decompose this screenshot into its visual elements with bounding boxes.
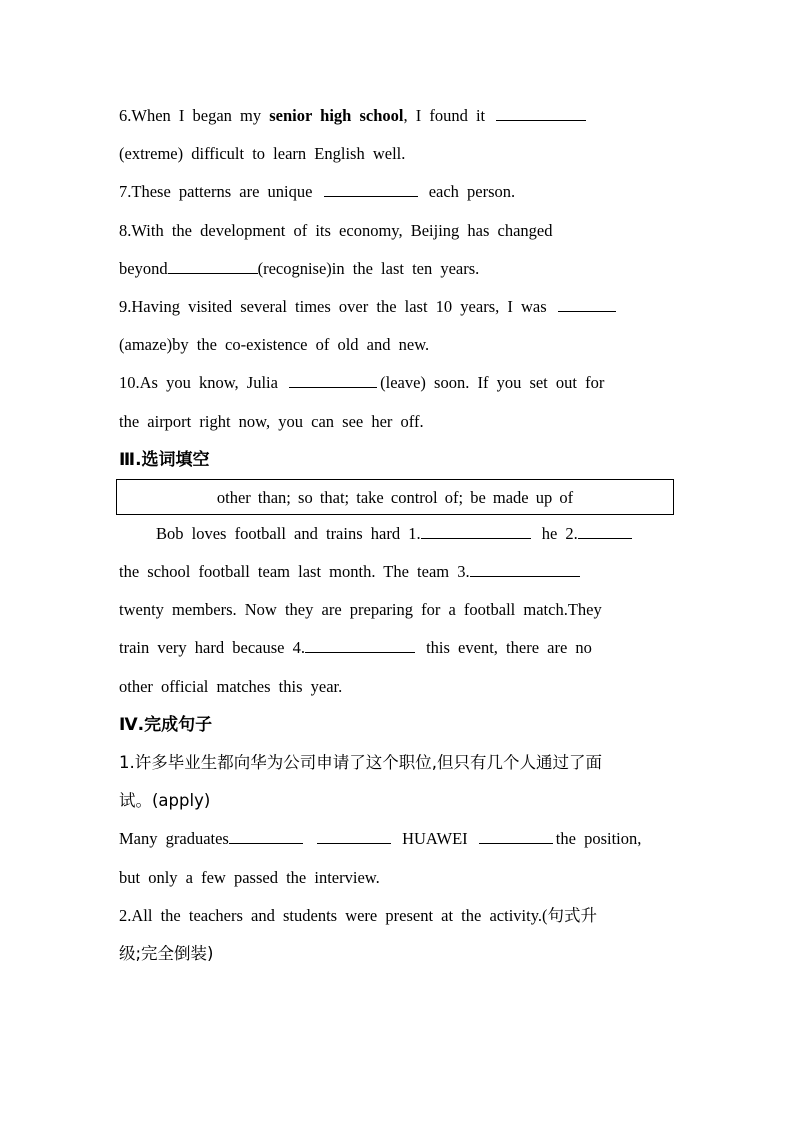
word-bank-box: other than; so that; take control of; be made up of — [116, 479, 674, 515]
question-8-line-2 — [119, 250, 675, 288]
s3-blank-1[interactable] — [421, 524, 531, 539]
section-3-paragraph-line-4 — [119, 629, 675, 667]
s4-q2-line-2: 级;完全倒装) — [119, 943, 214, 963]
s3-p1-text-a: Bob loves football and trains hard 1. — [156, 523, 421, 543]
question-6-line-1 — [119, 97, 675, 135]
question-9-line-1 — [119, 288, 675, 326]
question-6-line-2: (extreme) difficult to learn English well. — [119, 144, 406, 164]
s4-q1-blank-3[interactable] — [479, 829, 553, 844]
s4-q1-blank-1[interactable] — [229, 829, 303, 844]
section-3-paragraph-line-3: twenty members. Now they are preparing for a football match.They — [119, 600, 602, 620]
section-3-paragraph-line-2 — [119, 553, 675, 591]
section-4-heading: Ⅳ.完成句子 — [119, 714, 213, 735]
s4-q1-english-line-1 — [119, 820, 675, 858]
question-10-line-1 — [119, 364, 675, 402]
section-3-paragraph-line-5: other official matches this year. — [119, 676, 343, 696]
s3-p2-text-a: the school football team last month. The team 3. — [119, 562, 470, 582]
q6-answer-blank[interactable] — [496, 106, 586, 121]
s4-q2-line-1: 2.All the teachers and students were present at the activity.(句式升 — [119, 905, 597, 925]
q7-answer-blank[interactable] — [324, 182, 418, 197]
s4-q1-blank-2[interactable] — [317, 829, 391, 844]
s4-q1-text-b: HUAWEI — [402, 829, 468, 849]
q6-bold-phrase: senior high school — [269, 106, 404, 125]
q10-text-a: 10.As you know, Julia — [119, 373, 278, 393]
q8-answer-blank[interactable] — [168, 259, 258, 274]
question-7-line — [119, 173, 675, 211]
question-10-line-2: the airport right now, you can see her off. — [119, 411, 424, 431]
s3-p1-text-b: he 2. — [541, 523, 578, 543]
s3-p4-text-b: this event, there are no — [426, 638, 592, 658]
s4-q1-english-line-2: but only a few passed the interview. — [119, 867, 380, 887]
q6-text-b: , I found it — [403, 106, 486, 125]
q10-answer-blank[interactable] — [289, 373, 377, 388]
question-9-line-2: (amaze)by the co-existence of old and new. — [119, 335, 430, 355]
section-3-heading: Ⅲ.选词填空 — [119, 449, 210, 470]
q6-text-a: 6.When I began my — [119, 106, 262, 125]
q7-text-a: 7.These patterns are unique — [119, 182, 313, 202]
q7-text-b: each person. — [428, 182, 516, 202]
s3-blank-3[interactable] — [470, 562, 580, 577]
s3-p4-text-a: train very hard because 4. — [119, 638, 305, 658]
q8-text-a: beyond — [119, 258, 168, 278]
q8-text-b: (recognise)in the last ten years. — [257, 258, 480, 278]
section-3-paragraph-line-1 — [119, 515, 675, 553]
worksheet-page — [119, 97, 675, 973]
question-8-line-1: 8.With the development of its economy, Beijing has changed — [119, 220, 553, 240]
q9-text-a: 9.Having visited several times over the last 10 years, I was — [119, 296, 547, 316]
s3-blank-4[interactable] — [305, 638, 415, 653]
s4-q1-chinese-line-2: 试。(apply) — [119, 791, 211, 811]
s4-q1-text-a: Many graduates — [119, 829, 229, 849]
q9-answer-blank[interactable] — [558, 297, 616, 312]
s4-q1-chinese-line-1: 1.许多毕业生都向华为公司申请了这个职位,但只有几个人通过了面 — [119, 753, 602, 772]
s3-blank-2[interactable] — [578, 524, 632, 539]
q10-text-b: (leave) soon. If you set out for — [380, 373, 605, 393]
s4-q1-text-c: the position, — [555, 829, 642, 849]
